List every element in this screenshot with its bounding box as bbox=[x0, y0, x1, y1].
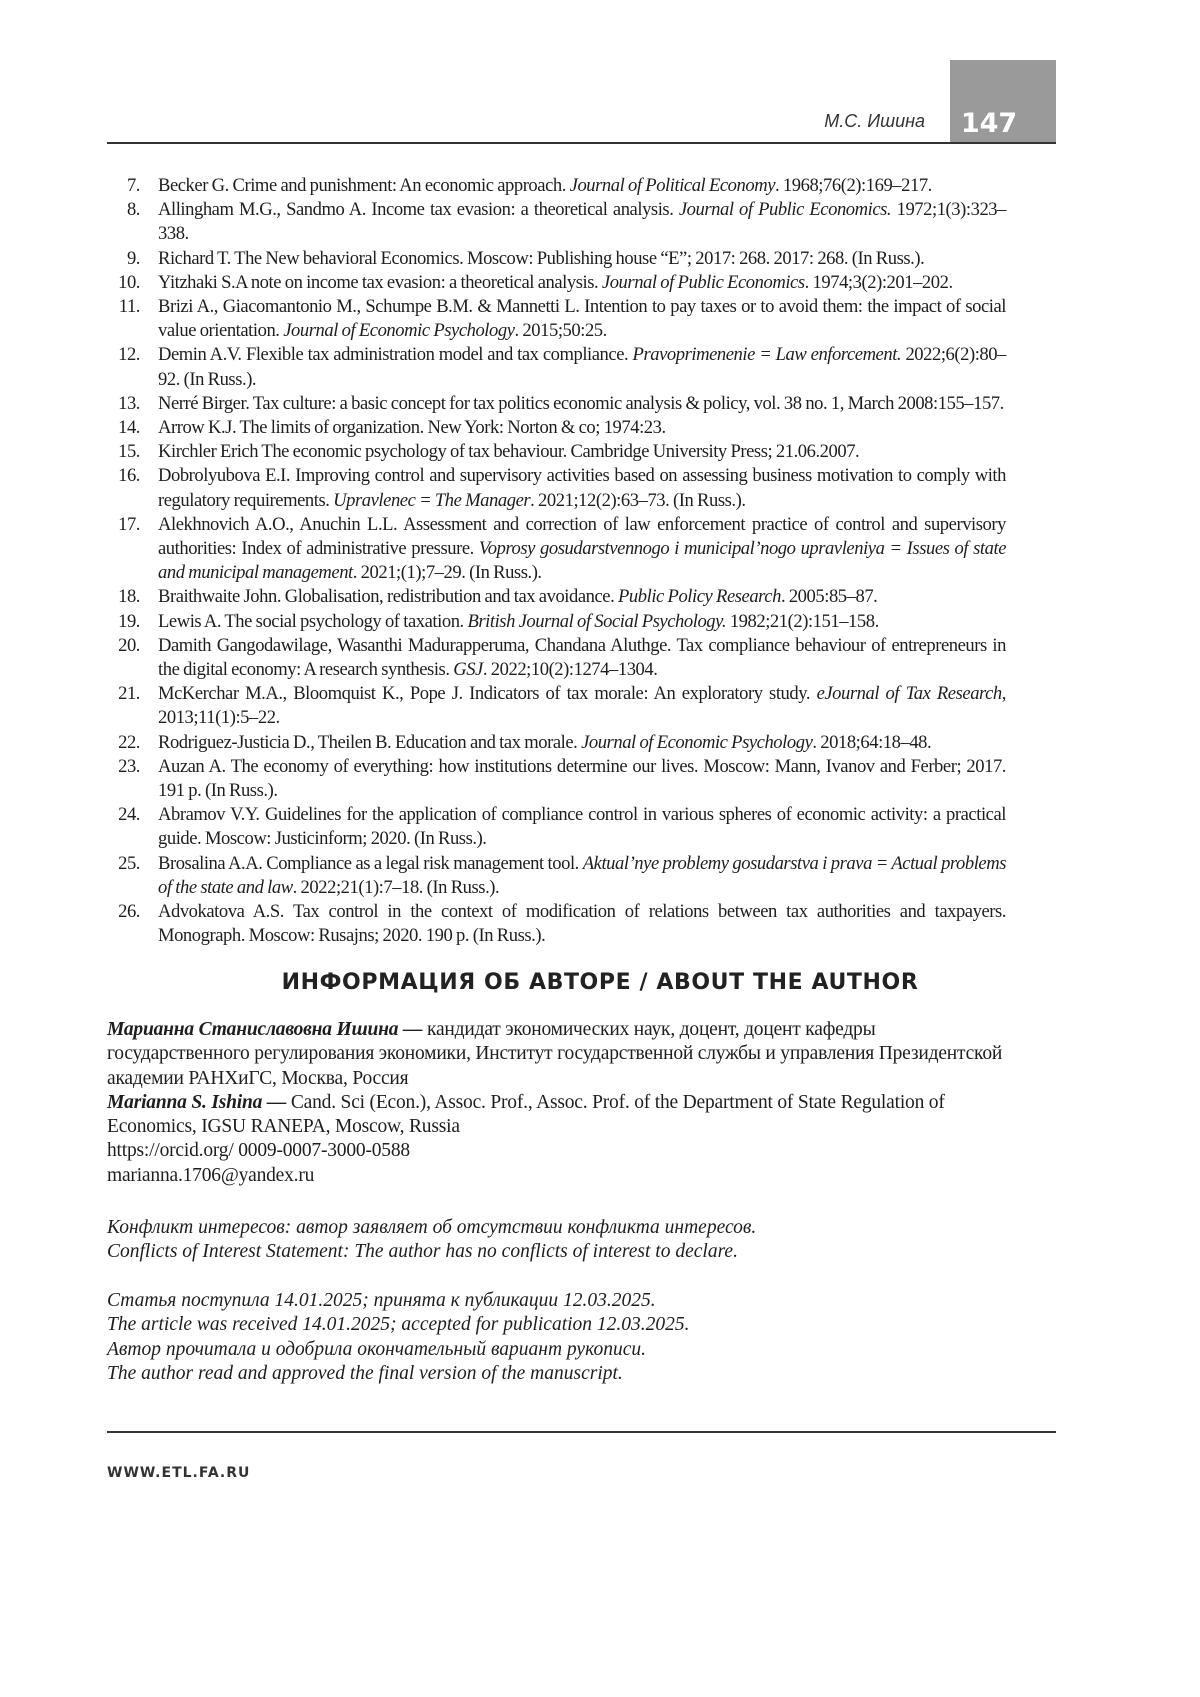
reference-number: 15. bbox=[118, 441, 140, 463]
reference-text: Richard T. The New behavioral Economics. Moscow: Publishing house “E”; 2017: 268. 2017: 268. (In Russ.). bbox=[158, 247, 925, 269]
reference-number: 17. bbox=[118, 513, 140, 535]
reference-number: 21. bbox=[118, 683, 140, 705]
author-en bbox=[107, 1091, 1007, 1140]
reference-source: Journal of Public Economics bbox=[601, 271, 805, 293]
dates-statement bbox=[107, 1289, 1007, 1386]
reference-source: Aktual’nye problemy gosudarstva i prava = Actual problems of the state and law bbox=[158, 852, 1006, 898]
approved-ru: Автор прочитала и одобрила окончательный вариант рукописи. bbox=[107, 1338, 646, 1360]
reference-item bbox=[108, 900, 1006, 948]
reference-source: Public Policy Research bbox=[618, 586, 781, 608]
reference-number: 24. bbox=[118, 804, 140, 826]
reference-item bbox=[108, 440, 1006, 464]
reference-item bbox=[108, 634, 1006, 682]
reference-text: McKerchar M.A., Bloomquist K., Pope J. Indicators of tax morale: An exploratory study. bbox=[158, 683, 817, 705]
reference-number: 25. bbox=[118, 852, 140, 874]
reference-number: 22. bbox=[118, 731, 140, 753]
reference-source: GSJ bbox=[453, 659, 483, 681]
reference-text: . 2005:85–87. bbox=[780, 586, 878, 608]
reference-text: 2022;6(2):80–92. (In Russ.). bbox=[158, 344, 1006, 390]
reference-source: Pravoprimenenie = Law enforcement. bbox=[632, 344, 902, 366]
reference-item bbox=[108, 513, 1006, 586]
reference-text: Brizi A., Giacomantonio M., Schumpe B.M. & Mannetti L. Intention to pay taxes or to avoid them: the impact of social value orientation. bbox=[158, 296, 1006, 342]
reference-number: 9. bbox=[126, 247, 140, 269]
reference-number: 11. bbox=[118, 296, 140, 318]
reference-item bbox=[108, 174, 1006, 198]
conflict-statement bbox=[107, 1216, 1007, 1265]
reference-item bbox=[108, 610, 1006, 634]
reference-source: Journal of Economic Psychology bbox=[581, 731, 813, 753]
reference-number: 7. bbox=[126, 175, 140, 196]
author-ru bbox=[107, 1018, 1007, 1091]
reference-item bbox=[108, 585, 1006, 609]
reference-source: Journal of Economic Psychology bbox=[283, 320, 515, 342]
reference-text: Allingham M.G., Sandmo A. Income tax evasion: a theoretical analysis. bbox=[158, 199, 679, 221]
reference-number: 23. bbox=[118, 755, 140, 777]
reference-text: Damith Gangodawilage, Wasanthi Madurapperuma, Chandana Aluthge. Tax compliance behaviour of entrepreneurs in the digital economy: A research synthesis. bbox=[158, 634, 1006, 681]
reference-number: 16. bbox=[118, 465, 140, 487]
reference-text: , 2013;11(1):5–22. bbox=[158, 683, 1006, 729]
reference-number: 19. bbox=[118, 610, 140, 632]
reference-text: . 2021;(1);7–29. (In Russ.). bbox=[352, 562, 542, 584]
conflict-ru: Конфликт интересов: автор заявляет об отсутствии конфликта интересов. bbox=[107, 1217, 757, 1238]
received-en: The article was received 14.01.2025; accepted for publication 12.03.2025. bbox=[107, 1314, 690, 1336]
author-name-en: Marianna S. Ishina — bbox=[107, 1091, 287, 1113]
footer-url[interactable]: WWW.ETL.FA.RU bbox=[107, 1465, 251, 1481]
reference-source: eJournal of Tax Research bbox=[816, 683, 1002, 705]
reference-number: 12. bbox=[118, 344, 140, 366]
reference-text: . 2021;12(2):63–73. (In Russ.). bbox=[530, 489, 746, 511]
reference-text: . 1968;76(2):169–217. bbox=[775, 175, 932, 196]
author-section-heading: ИНФОРМАЦИЯ ОБ АВТОРЕ / ABOUT THE AUTHOR bbox=[281, 970, 919, 995]
reference-text: . 1974;3(2):201–202. bbox=[804, 271, 953, 293]
email-link[interactable]: marianna.1706@yandex.ru bbox=[107, 1164, 315, 1186]
reference-item bbox=[108, 464, 1006, 512]
reference-text: Becker G. Crime and punishment: An economic approach. bbox=[158, 175, 570, 196]
reference-number: 13. bbox=[118, 392, 140, 414]
reference-item bbox=[108, 295, 1006, 343]
reference-text: 1972;1(3):323–338. bbox=[158, 199, 1006, 245]
reference-item bbox=[108, 247, 1006, 271]
reference-text: Kirchler Erich The economic psychology of tax behaviour. Cambridge University Press; 21.06.2007. bbox=[158, 441, 860, 463]
reference-item bbox=[108, 416, 1006, 440]
reference-text: 1982;21(2):151–158. bbox=[726, 610, 879, 632]
reference-text: Lewis A. The social psychology of taxation. bbox=[158, 610, 468, 632]
reference-text: . 2018;64:18–48. bbox=[812, 731, 932, 753]
reference-item bbox=[108, 682, 1006, 730]
reference-text: Dobrolyubova E.I. Improving control and supervisory activities based on assessing business motivation to comply with regulatory requirements. bbox=[158, 465, 1006, 511]
reference-source: Upravlenec = The Manager bbox=[333, 489, 531, 511]
reference-text: Demin A.V. Flexible tax administration model and tax compliance. bbox=[158, 344, 633, 366]
reference-source: Voprosy gosudarstvennogo i municipal’nogo upravleniya = Issues of state and municipal management bbox=[158, 538, 1006, 584]
reference-text: . 2015;50:25. bbox=[514, 320, 607, 342]
author-desc-ru: кандидат экономических наук, доцент, доцент кафедры государственного регулирования экономики, Институт государственной службы и управления Президентской академии РАНХиГС, Москва, Россия bbox=[107, 1019, 1003, 1089]
reference-item bbox=[108, 755, 1006, 803]
header-rule bbox=[107, 142, 1056, 144]
reference-text: Nerré Birger. Tax culture: a basic concept for tax politics economic analysis & policy, vol. 38 no. 1, March 2008:155–157. bbox=[158, 392, 1004, 414]
reference-text: Advokatova A.S. Tax control in the context of modification of relations between tax authorities and taxpayers. Monograph. Moscow: Rusajns; 2020. 190 p. (In Russ.). bbox=[158, 901, 1006, 947]
running-head: М.С. Ишина bbox=[824, 111, 925, 131]
reference-number: 10. bbox=[118, 271, 140, 293]
reference-source: Journal of Public Economics. bbox=[678, 199, 892, 221]
author-desc-en: Cand. Sci (Econ.), Assoc. Prof., Assoc. Prof. of the Department of State Regulation of Economics, IGSU RANEPA, Moscow, Russia bbox=[107, 1091, 945, 1138]
reference-text: . 2022;21(1):7–18. (In Russ.). bbox=[292, 876, 500, 898]
reference-item bbox=[108, 803, 1006, 851]
reference-text: Braithwaite John. Globalisation, redistribution and tax avoidance. bbox=[158, 586, 619, 608]
reference-number: 26. bbox=[118, 901, 140, 923]
reference-text: Arrow K.J. The limits of organization. New York: Norton & co; 1974:23. bbox=[158, 417, 666, 439]
reference-number: 14. bbox=[118, 417, 140, 439]
reference-source: British Journal of Social Psychology. bbox=[467, 610, 727, 632]
reference-item bbox=[108, 852, 1006, 900]
page-number: 147 bbox=[960, 108, 1018, 139]
orcid-link[interactable]: https://orcid.org/ 0009-0007-3000-0588 bbox=[107, 1140, 410, 1162]
reference-item bbox=[108, 343, 1006, 391]
reference-text: Yitzhaki S.A note on income tax evasion: a theoretical analysis. bbox=[158, 271, 602, 293]
author-name-ru: Марианна Станиславовна Ишина — bbox=[107, 1019, 423, 1040]
reference-number: 20. bbox=[118, 634, 140, 656]
reference-text: . 2022;10(2):1274–1304. bbox=[482, 659, 658, 681]
reference-text: Alekhnovich A.O., Anuchin L.L. Assessment and correction of law enforcement practice of control and supervisory authorities: Index of administrative pressure. bbox=[158, 513, 1006, 560]
received-ru: Статья поступила 14.01.2025; принята к публикации 12.03.2025. bbox=[107, 1290, 656, 1311]
reference-item bbox=[108, 392, 1006, 416]
reference-source: Journal of Political Economy bbox=[569, 175, 776, 196]
author-info bbox=[107, 1018, 1007, 1188]
conflict-en: Conflicts of Interest Statement: The author has no conflicts of interest to declare. bbox=[107, 1241, 738, 1263]
reference-text: Auzan A. The economy of everything: how institutions determine our lives. Moscow: Mann, Ivanov and Ferber; 2017. 191 p. (In Russ.). bbox=[158, 755, 1006, 802]
reference-text: Brosalina A.A. Compliance as a legal risk management tool. bbox=[158, 852, 583, 874]
approved-en: The author read and approved the final version of the manuscript. bbox=[107, 1362, 623, 1384]
reference-text: Rodriguez-Justicia D., Theilen B. Education and tax morale. bbox=[158, 731, 582, 753]
reference-text: Abramov V.Y. Guidelines for the application of compliance control in various spheres of economic activity: a practical guide. Moscow: Justicinform; 2020. (In Russ.). bbox=[158, 804, 1006, 850]
reference-item bbox=[108, 271, 1006, 295]
reference-item bbox=[108, 731, 1006, 755]
footer-rule bbox=[107, 1431, 1056, 1433]
reference-number: 8. bbox=[126, 199, 140, 221]
reference-item bbox=[108, 198, 1006, 246]
reference-number: 18. bbox=[118, 586, 140, 608]
reference-list bbox=[108, 174, 1006, 949]
